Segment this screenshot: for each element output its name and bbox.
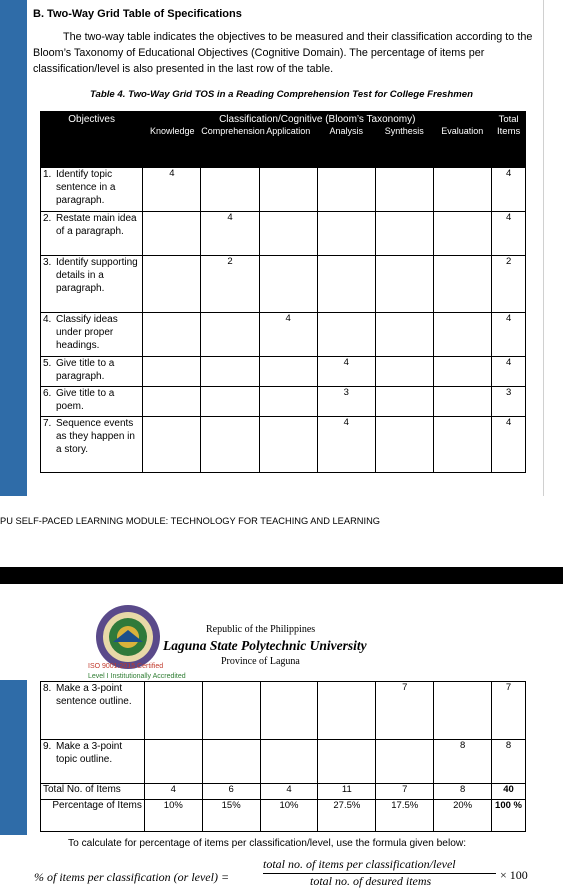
row-total-cell: 4 (492, 357, 526, 387)
percentage-label: Percentage of Items (41, 800, 145, 832)
level-cell (318, 740, 376, 784)
level-cell (375, 168, 433, 212)
level-cell (259, 212, 317, 256)
total-items-header-label: Total Items (497, 114, 521, 137)
row-total-cell: 4 (492, 212, 526, 256)
level-cell (434, 313, 492, 357)
percentage-cell: 10% (260, 800, 318, 832)
formula-multiplier: × 100 (500, 868, 528, 882)
objective-text: Give title to a paragraph. (56, 358, 115, 382)
level-cell (317, 313, 375, 357)
level-cell (143, 212, 201, 256)
level-cell: 3 (317, 387, 375, 417)
objective-text: Restate main idea of a paragraph. (56, 213, 137, 237)
level-header-analysis: Analysis (329, 126, 364, 136)
level-cell (202, 682, 260, 740)
table-row (41, 212, 526, 256)
percentage-cell: 15% (202, 800, 260, 832)
table-row (41, 256, 526, 313)
level-cell (434, 387, 492, 417)
formula-lhs: % of items per classification (or level) = (34, 870, 230, 884)
formula-numerator: total no. of items per classification/level (263, 857, 456, 871)
accreditation-level: Level I Institutionally Accredited (88, 673, 186, 680)
objective-cell (41, 740, 145, 784)
classification-header (143, 112, 492, 168)
row-total-cell: 2 (492, 256, 526, 313)
objective-cell (41, 168, 143, 212)
objective-text: Make a 3-point sentence outline. (56, 683, 132, 707)
level-cell (259, 387, 317, 417)
level-cell: 4 (317, 417, 375, 473)
row-total-cell: 7 (492, 682, 526, 740)
level-headers (143, 125, 491, 138)
letterhead-province: Province of Laguna (221, 656, 300, 667)
objective-text: Sequence events as they happen in a story. (56, 418, 135, 455)
level-cell (260, 740, 318, 784)
row-total-cell: 4 (492, 417, 526, 473)
table-row (41, 740, 526, 784)
level-cell (317, 212, 375, 256)
table-row (41, 387, 526, 417)
level-cell (201, 313, 259, 357)
objective-text: Identify supporting details in a paragraph. (56, 257, 138, 294)
objective-cell (41, 387, 143, 417)
iso-certification: ISO 9001:2015 Certified (88, 663, 164, 670)
level-cell (143, 313, 201, 357)
objective-text: Classify ideas under proper headings. (56, 314, 118, 351)
level-cell (201, 168, 259, 212)
objective-number: 1. (43, 169, 52, 180)
row-total-cell: 4 (492, 168, 526, 212)
level-cell: 4 (317, 357, 375, 387)
table-row (41, 417, 526, 473)
level-cell (202, 740, 260, 784)
percentage-cell: 20% (434, 800, 492, 832)
objective-number: 7. (43, 418, 52, 429)
table-row (41, 357, 526, 387)
level-cell: 7 (376, 682, 434, 740)
objective-cell (41, 357, 143, 387)
row-total-cell: 3 (492, 387, 526, 417)
percentage-cell: 17.5% (376, 800, 434, 832)
table-row (41, 168, 526, 212)
level-cell (259, 417, 317, 473)
objectives-header-label: Objectives (68, 114, 115, 125)
totals-cell: 4 (144, 784, 202, 800)
tos-table-page1 (40, 111, 526, 473)
level-cell (434, 417, 492, 473)
left-sidebar-band-top (0, 0, 27, 496)
grand-total: 40 (492, 784, 526, 800)
level-cell (376, 740, 434, 784)
module-footer: PU SELF-PACED LEARNING MODULE: TECHNOLOGY FOR TEACHING AND LEARNING (0, 516, 381, 526)
classification-header-label: Classification/Cognitive (Bloom’s Taxonomy) (219, 114, 416, 125)
objective-number: 4. (43, 314, 52, 325)
objective-cell (41, 212, 143, 256)
level-cell (143, 387, 201, 417)
level-cell (144, 740, 202, 784)
level-cell (201, 417, 259, 473)
objective-number: 5. (43, 358, 52, 369)
level-header-synthesis: Synthesis (384, 126, 424, 136)
level-cell (434, 212, 492, 256)
table-row (41, 313, 526, 357)
level-cell (317, 168, 375, 212)
level-cell (201, 357, 259, 387)
objective-number: 8. (43, 683, 52, 694)
university-seal-logo (95, 604, 161, 670)
totals-cell: 6 (202, 784, 260, 800)
level-cell (434, 256, 492, 313)
objective-number: 6. (43, 388, 52, 399)
level-cell (375, 212, 433, 256)
right-margin-band (543, 0, 563, 496)
level-cell (143, 357, 201, 387)
level-cell (259, 168, 317, 212)
level-cell: 2 (201, 256, 259, 313)
level-cell (318, 682, 376, 740)
level-cell (434, 168, 492, 212)
row-total-cell: 4 (492, 313, 526, 357)
percentage-row (41, 800, 526, 832)
level-header-knowledge: Knowledge (149, 126, 195, 136)
level-cell (259, 256, 317, 313)
totals-row (41, 784, 526, 800)
totals-cell: 8 (434, 784, 492, 800)
formula-denominator: total no. of desured items (310, 874, 432, 888)
tos-table-page2 (40, 681, 526, 832)
section-title: B. Two-Way Grid Table of Specifications (33, 8, 242, 20)
table-caption: Table 4. Two-Way Grid TOS in a Reading Comprehension Test for College Freshmen (90, 89, 473, 100)
level-cell (375, 357, 433, 387)
objective-number: 3. (43, 257, 52, 268)
objective-number: 9. (43, 741, 52, 752)
level-cell (375, 313, 433, 357)
level-cell (375, 417, 433, 473)
level-header-application: Application (266, 126, 311, 136)
totals-cell: 7 (376, 784, 434, 800)
percentage-cell: 10% (144, 800, 202, 832)
objective-cell (41, 417, 143, 473)
objective-number: 2. (43, 213, 52, 224)
total-items-header (492, 112, 526, 168)
objective-cell (41, 682, 145, 740)
level-cell (143, 417, 201, 473)
level-cell (260, 682, 318, 740)
formula-instruction: To calculate for percentage of items per classification/level, use the formula given below: (68, 838, 467, 849)
level-cell (434, 357, 492, 387)
level-cell (375, 256, 433, 313)
left-sidebar-band-bottom (0, 680, 27, 835)
level-cell (143, 256, 201, 313)
objective-text: Make a 3-point topic outline. (56, 741, 123, 765)
level-header-evaluation: Evaluation (441, 126, 484, 136)
level-cell: 4 (201, 212, 259, 256)
level-header-comprehension: Comprehension (201, 126, 265, 136)
page-separator-band (0, 567, 563, 584)
totals-cell: 4 (260, 784, 318, 800)
level-cell (317, 256, 375, 313)
level-cell: 4 (143, 168, 201, 212)
level-cell (201, 387, 259, 417)
letterhead-university: Laguna State Polytechnic University (163, 638, 367, 653)
objectives-header (41, 112, 143, 168)
objective-text: Give title to a poem. (56, 388, 115, 412)
totals-label: Total No. of Items (41, 784, 145, 800)
level-cell (375, 387, 433, 417)
objective-text: Identify topic sentence in a paragraph. (56, 169, 116, 206)
level-cell (144, 682, 202, 740)
level-cell (259, 357, 317, 387)
intro-paragraph: The two-way table indicates the objectives to be measured and their classification according to the Bloom’s Taxonomy of Educational Objectives (Cognitive Domain). The percentage of items per classification/level is also presented in the last row of the table. (33, 31, 533, 75)
percentage-total: 100 % (492, 800, 526, 832)
objective-cell (41, 313, 143, 357)
level-cell (434, 682, 492, 740)
letterhead-republic: Republic of the Philippines (206, 624, 316, 635)
objective-cell (41, 256, 143, 313)
level-cell: 8 (434, 740, 492, 784)
table-row (41, 682, 526, 740)
row-total-cell: 8 (492, 740, 526, 784)
percentage-cell: 27.5% (318, 800, 376, 832)
level-cell: 4 (259, 313, 317, 357)
totals-cell: 11 (318, 784, 376, 800)
